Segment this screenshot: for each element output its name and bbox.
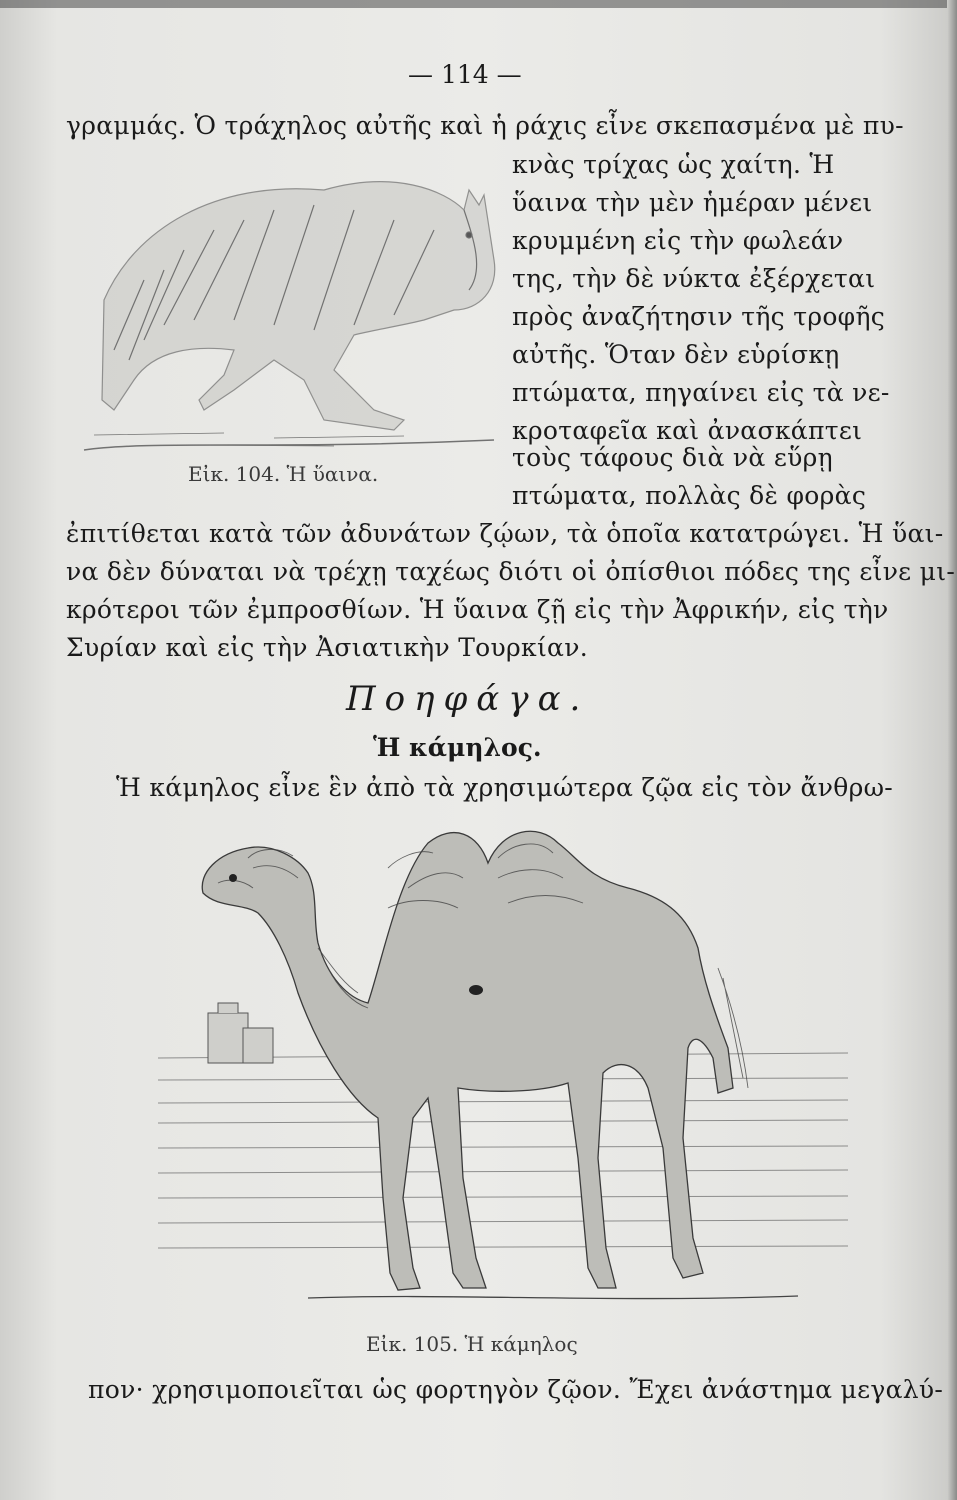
text-line: ὕαινα τὴν μὲν ἡμέραν μένει — [512, 188, 873, 217]
text-line: πρὸς ἀναζήτησιν τῆς τροφῆς — [512, 302, 886, 331]
text-line: αὐτῆς. Ὅταν δὲν εὑρίσκῃ — [512, 340, 840, 369]
text-line: πτώματα, πηγαίνει εἰς τὰ νε- — [512, 378, 890, 407]
subsection-heading: Ἡ κάμηλος. — [373, 733, 542, 762]
text-line: Ἡ κάμηλος εἶνε ἓν ἀπὸ τὰ χρησιμώτερα ζῷα εἰς τὸν ἄνθρω- — [116, 773, 893, 802]
page-right-shadow — [947, 0, 957, 1500]
text-line: κρυμμένη εἰς τὴν φωλεάν — [512, 226, 844, 255]
text-line: πον· χρησιμοποιεῖται ὡς φορτηγὸν ζῷον. Ἔχει ἀνάστημα μεγαλύ- — [88, 1375, 944, 1404]
text-line: της, τὴν δὲ νύκτα ἐξέρχεται — [512, 264, 876, 293]
text-line: Συρίαν καὶ εἰς τὴν Ἀσιατικὴν Τουρκίαν. — [66, 633, 588, 662]
camel-illustration — [158, 818, 848, 1318]
text-line: κρότεροι τῶν ἐμπροσθίων. Ἡ ὕαινα ζῇ εἰς τὴν Ἀφρικήν, εἰς τὴν — [66, 595, 889, 624]
section-heading: Ποηφάγα. — [346, 679, 590, 719]
figure-caption: Εἰκ. 104. Ἡ ὕαινα. — [188, 462, 379, 486]
figure-caption: Εἰκ. 105. Ἡ κάμηλος — [366, 1332, 578, 1356]
text-line: τοὺς τάφους διὰ νὰ εὕρῃ — [512, 443, 833, 472]
text-line: πτώματα, πολλὰς δὲ φορὰς — [512, 481, 867, 510]
text-line: ἐπιτίθεται κατὰ τῶν ἀδυνάτων ζῴων, τὰ ὁποῖα κατατρώγει. Ἡ ὕαι- — [66, 519, 944, 548]
text-line: κροταφεῖα καὶ ἀνασκάπτει — [512, 416, 863, 445]
hyena-illustration — [74, 150, 504, 460]
text-line: να δὲν δύναται νὰ τρέχῃ ταχέως διότι οἱ ὀπίσθιοι πόδες της εἶνε μι- — [66, 557, 956, 586]
page-top-shadow — [0, 0, 957, 8]
text-line: κνὰς τρίχας ὡς χαίτη. Ἡ — [512, 150, 835, 179]
text-line: γραμμάς. Ὁ τράχηλος αὐτῆς καὶ ἡ ράχις εἶνε σκεπασμένα μὲ πυ- — [66, 111, 904, 140]
page-number: — 114 — — [408, 60, 522, 89]
